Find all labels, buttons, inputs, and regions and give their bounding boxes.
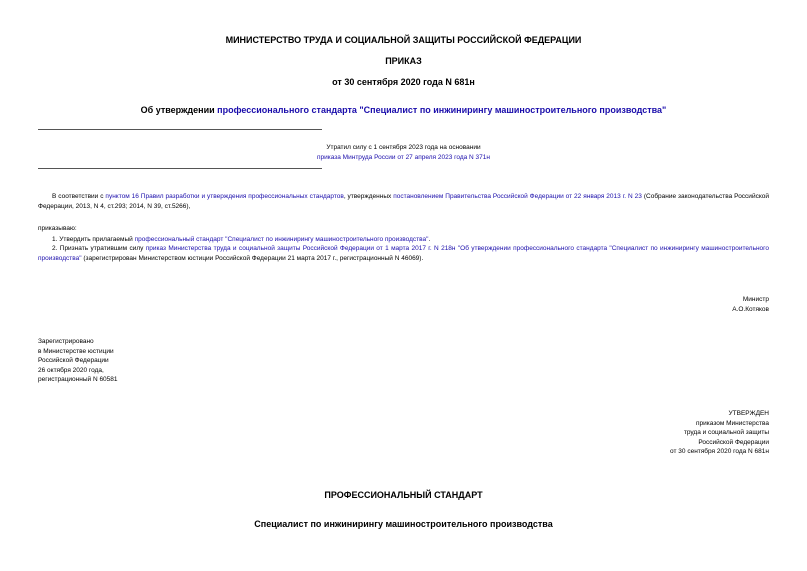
preamble-link-resolution[interactable]: постановлением Правительства Российской Федерации от 22 января 2013 г. N 23 <box>393 193 642 200</box>
preamble-text-a: В соответствии с <box>52 193 106 200</box>
item-2-text-a: 2. Признать утратившим силу <box>52 245 146 252</box>
item-1-text-b: . <box>428 236 431 243</box>
approval-line-1: УТВЕРЖДЕН <box>728 410 769 417</box>
doc-title-link[interactable]: профессионального стандарта "Специалист по инжинирингу машиностроительного производства" <box>217 105 667 115</box>
preamble-text-b: , утвержденных <box>343 193 394 200</box>
bottom-divider <box>38 168 322 169</box>
repeal-note <box>0 143 807 162</box>
registration-line-2: в Министерстве юстиции <box>38 347 114 355</box>
registration-line-4: 26 октября 2020 года, <box>38 366 104 374</box>
preamble-text-c: (Собрание законодательства Российской Федерации, 2013, N 4, ст.293; 2014, N 39, ст.5266), <box>38 193 769 210</box>
repeal-note-line1: Утратил силу с 1 сентября 2023 года на основании <box>326 144 481 151</box>
approval-block <box>670 409 769 457</box>
standard-heading: ПРОФЕССИОНАЛЬНЫЙ СТАНДАРТ <box>324 490 483 500</box>
approval-line-2: приказом Министерства <box>696 419 769 427</box>
orders-label: приказываю: <box>38 225 77 232</box>
item-1-text-a: 1. Утвердить прилагаемый <box>52 236 135 243</box>
item-1-link[interactable]: профессиональный стандарт "Специалист по инжинирингу машиностроительного производства" <box>134 236 429 243</box>
item-2-text-b: (зарегистрирован Министерством юстиции Российской Федерации 21 марта 2017 г., регистрационный N 46069). <box>81 254 424 262</box>
signature-position: Министр <box>742 296 769 303</box>
registration-line-5: регистрационный N 60581 <box>38 376 118 383</box>
doc-date-number: от 30 сентября 2020 года N 681н <box>332 77 475 87</box>
repeal-note-link[interactable]: приказа Минтруда России от 27 апреля 2023 года N 371н <box>316 153 490 161</box>
signature-block <box>732 295 769 314</box>
doc-title-prefix: Об утверждении <box>140 105 218 115</box>
preamble-link-rules[interactable]: пунктом 16 Правил разработки и утверждения профессиональных стандартов <box>105 193 344 200</box>
registration-line-1: Зарегистрировано <box>38 338 94 345</box>
approval-line-4: Российской Федерации <box>698 438 769 446</box>
doc-title <box>0 105 807 115</box>
standard-name: Специалист по инжинирингу машиностроительного производства <box>254 519 553 529</box>
approval-line-5: от 30 сентября 2020 года N 681н <box>670 448 769 455</box>
doc-type: ПРИКАЗ <box>385 56 422 66</box>
item-2 <box>38 244 769 263</box>
approval-line-3: труда и социальной защиты <box>683 429 769 436</box>
ministry-heading: МИНИСТЕРСТВО ТРУДА И СОЦИАЛЬНОЙ ЗАЩИТЫ РОССИЙСКОЙ ФЕДЕРАЦИИ <box>225 35 582 45</box>
preamble-paragraph <box>38 192 769 211</box>
top-divider <box>38 129 322 130</box>
registration-line-3: Российской Федерации <box>38 357 109 364</box>
signature-name: А.О.Котяков <box>732 305 769 313</box>
registration-block <box>38 337 118 385</box>
item-2-link[interactable]: приказ Министерства труда и социальной защиты Российской Федерации от 1 марта 2017 г. N 218н "Об утверждении профессионального стандарта "Специалист по инжинирингу машиностроительного производства" <box>38 245 769 262</box>
